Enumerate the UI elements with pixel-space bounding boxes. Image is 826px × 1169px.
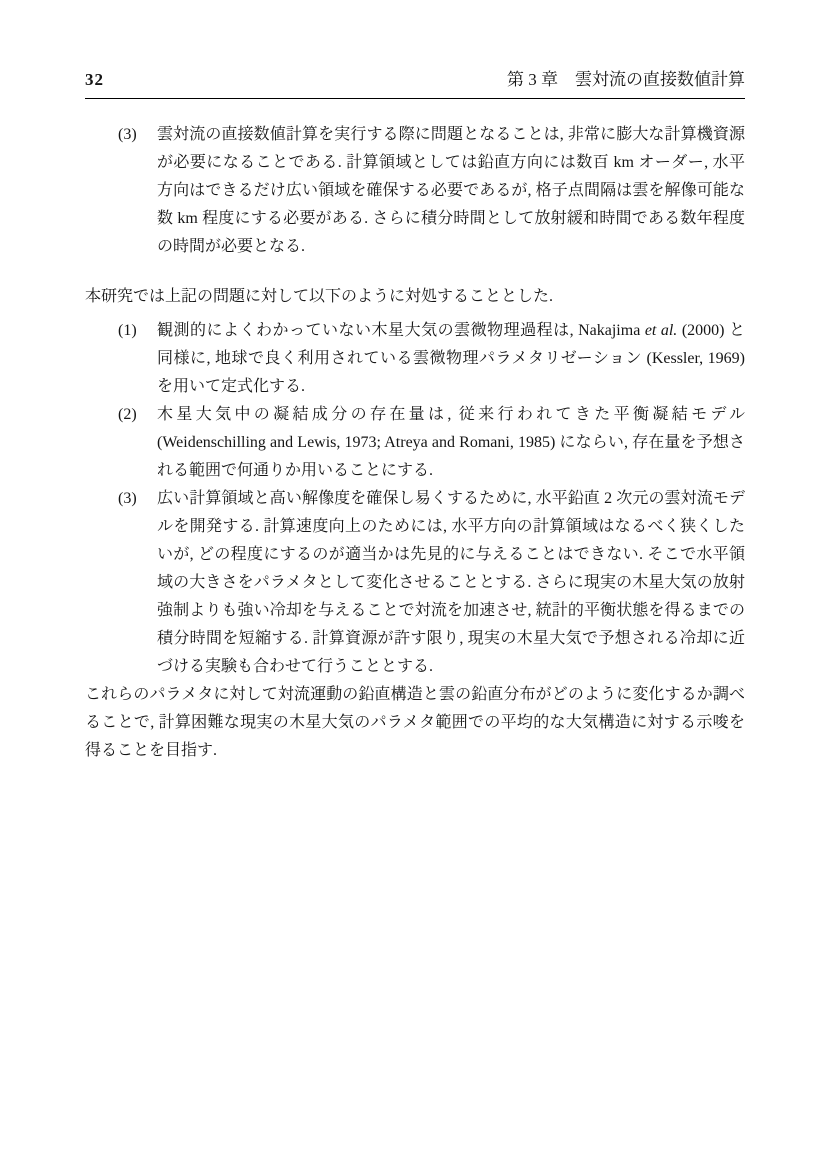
list-item-label: (2)	[118, 406, 137, 423]
paragraph-approach-intro: 本研究では上記の問題に対して以下のように対処することとした.	[85, 288, 554, 305]
list-item-text: 木星大気中の凝結成分の存在量は, 従来行われてきた平衡凝結モデル (Weidenschilling and Lewis, 1973; Atreya and Romani, 1985) にならい, 存在量を予想される範囲で何通りか用いることにする.	[157, 406, 745, 479]
list-item-label: (3)	[118, 126, 137, 143]
chapter-running-head: 第 3 章 雲対流の直接数値計算	[507, 70, 745, 89]
list-item-text-segment: 観測的によくわかっていない木星大気の雲微物理過程は, Nakajima	[157, 322, 645, 339]
page-header	[85, 70, 745, 99]
approach-list	[85, 317, 745, 681]
page-body	[85, 121, 745, 765]
list-item	[85, 317, 745, 401]
et-al-citation: et al.	[644, 322, 678, 339]
list-item-text-segment: (2000) と同様に, 地球で良く利用されている雲微物理パラメタリゼーション (Kessler, 1969) を用いて定式化する.	[157, 322, 745, 395]
problem-list	[85, 121, 745, 261]
list-item	[85, 485, 745, 681]
list-item-text: 広い計算領域と高い解像度を確保し易くするために, 水平鉛直 2 次元の雲対流モデルを開発する. 計算速度向上のためには, 水平方向の計算領域はなるべく狭くしたいが, どの程度にするのが適当かは先見的に与えることはできない. そこで水平領域の大きさをパラメタとして変化させることとする. さらに現実の木星大気の放射強制よりも強い冷却を与えることで対流を加速させ, 統計的平衡状態を得るまでの積分時間を短縮する. 計算資源が許す限り, 現実の木星大気で予想される冷却に近づける実験も合わせて行うこととする.	[157, 490, 745, 675]
list-item	[85, 121, 745, 261]
list-item-label: (1)	[118, 322, 137, 339]
paragraph-conclusion: これらのパラメタに対して対流運動の鉛直構造と雲の鉛直分布がどのように変化するか調べることで, 計算困難な現実の木星大気のパラメタ範囲での平均的な大気構造に対する示唆を得ることを目指す.	[85, 686, 745, 759]
page-number: 32	[85, 70, 104, 89]
list-item-text: 雲対流の直接数値計算を実行する際に問題となることは, 非常に膨大な計算機資源が必要になることである. 計算領域としては鉛直方向には数百 km オーダー, 水平方向はできるだけ広い領域を確保する必要であるが, 格子点間隔は雲を解像可能な数 km 程度にする必要がある. さらに積分時間として放射緩和時間である数年程度の時間が必要となる.	[157, 126, 745, 255]
list-item	[85, 401, 745, 485]
list-item-text	[157, 317, 745, 401]
list-item-label: (3)	[118, 490, 137, 507]
